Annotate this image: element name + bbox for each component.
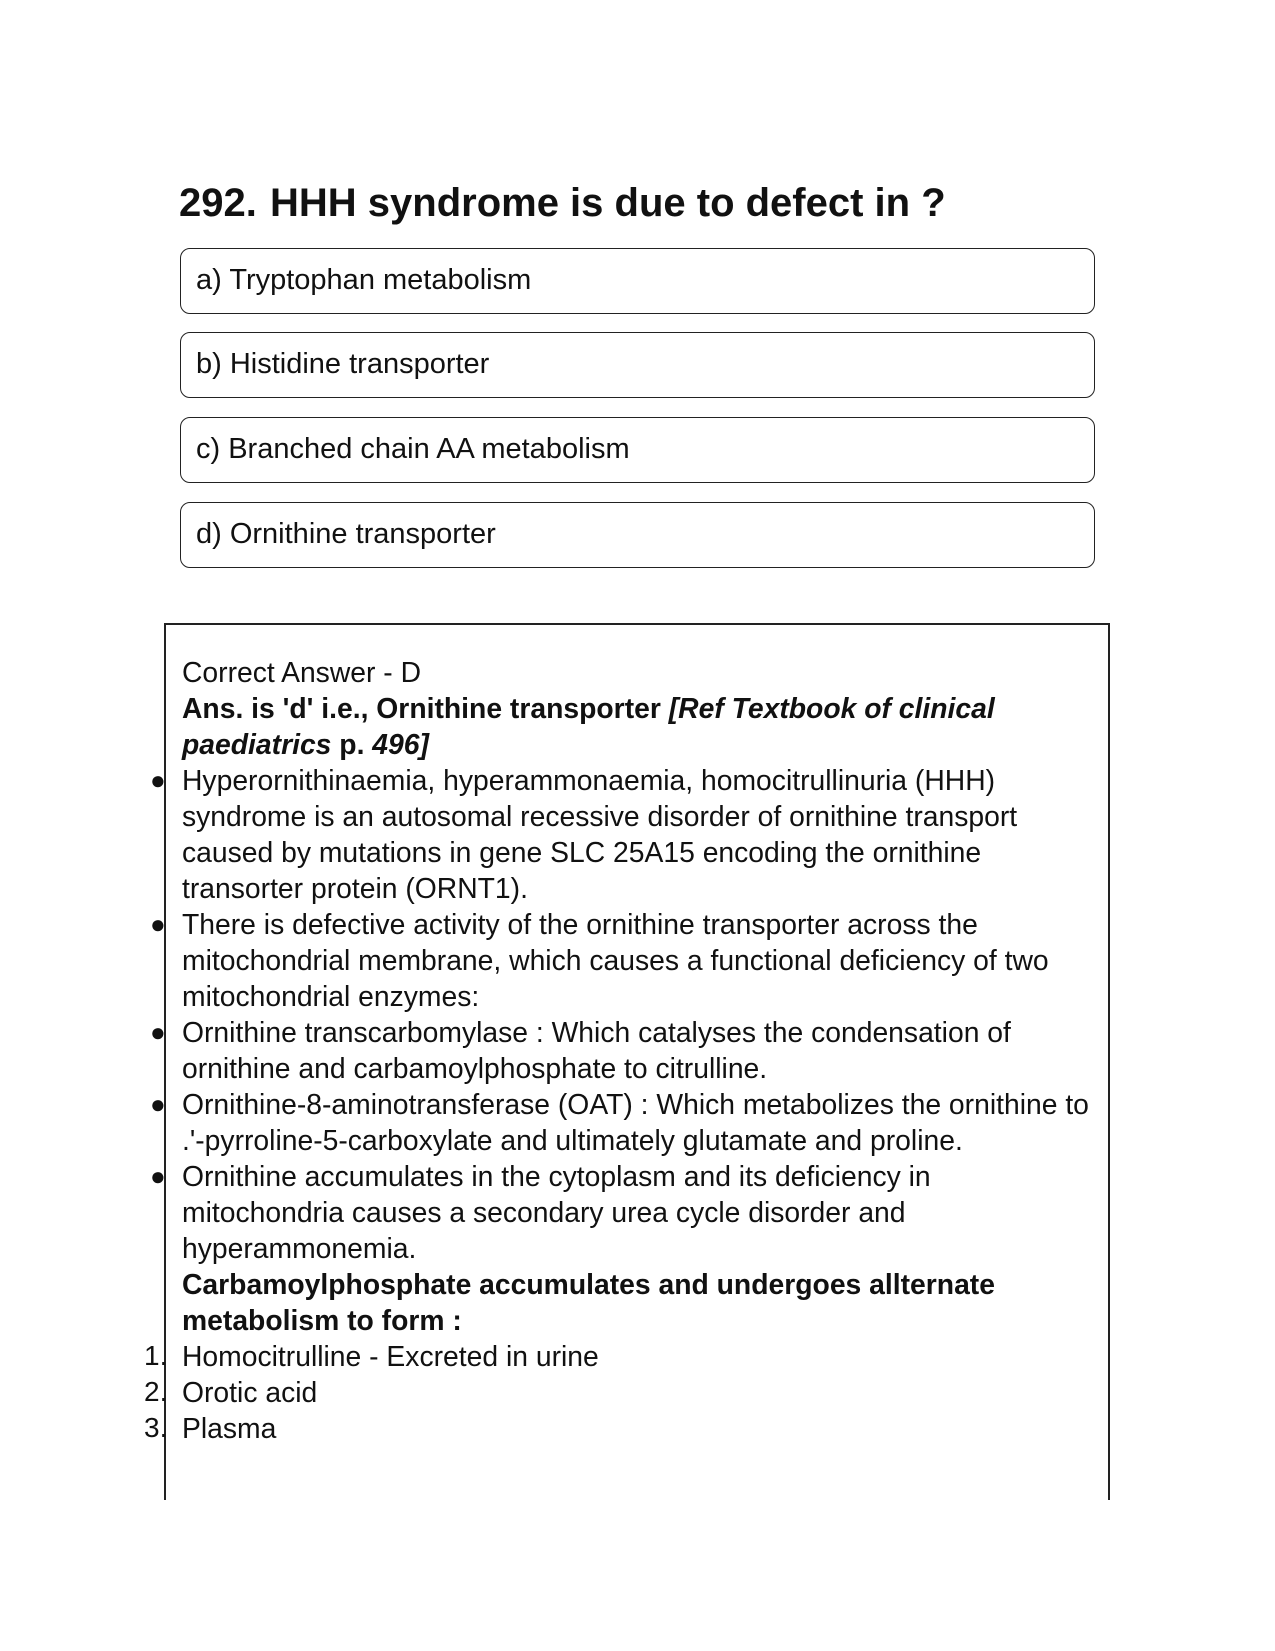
bullet-text: Ornithine accumulates in the cytoplasm and its deficiency in mitochondria causes a secondary urea cycle disorder and hyperammonemia.: [182, 1160, 931, 1264]
bullet-text: There is defective activity of the ornithine transporter across the mitochondrial membrane, which causes a functional deficiency of two mitochondrial enzymes:: [182, 908, 1049, 1012]
bullet-icon: ●: [150, 1017, 166, 1047]
option-c[interactable]: c) Branched chain AA metabolism: [180, 417, 1095, 483]
question-text: HHH syndrome is due to defect in ?: [270, 181, 946, 225]
bullet-item: [150, 1086, 1097, 1158]
numbered-item: [144, 1338, 1097, 1374]
bullet-item: [150, 906, 1097, 1014]
reference-title: [Ref Textbook of clinical paediatrics: [182, 692, 995, 760]
question-title: [179, 178, 946, 228]
numbered-text: Orotic acid: [182, 1376, 318, 1408]
bullet-icon: ●: [150, 1161, 166, 1191]
bullet-item: [150, 762, 1097, 906]
numbered-text: Plasma: [182, 1412, 277, 1444]
answer-content: [144, 654, 1097, 1446]
metabolism-heading: Carbamoylphosphate accumulates and undergoes allternate metabolism to form :: [182, 1268, 995, 1336]
list-number: 1.: [144, 1340, 168, 1371]
bullet-item: [150, 1158, 1097, 1266]
bullet-text: Ornithine-8-aminotransferase (OAT) : Which metabolizes the ornithine to .'-pyrroline-5-carboxylate and ultimately glutamate and proline.: [182, 1088, 1089, 1156]
answer-prefix: Ans. is 'd' i.e., Ornithine transporter: [182, 692, 669, 724]
bullet-text: Ornithine transcarbomylase : Which catalyses the condensation of ornithine and carbamoylphosphate to citrulline.: [182, 1016, 1011, 1084]
reference-page-number: 496]: [372, 728, 429, 760]
option-d[interactable]: d) Ornithine transporter: [180, 502, 1095, 568]
answer-summary: [182, 690, 1097, 762]
bullet-icon: ●: [150, 1089, 166, 1119]
bullet-item: [150, 1014, 1097, 1086]
bullet-icon: ●: [150, 909, 166, 939]
numbered-text: Homocitrulline - Excreted in urine: [182, 1340, 599, 1372]
question-number: 292.: [179, 181, 257, 225]
correct-answer-line: Correct Answer - D: [182, 656, 422, 688]
option-b[interactable]: b) Histidine transporter: [180, 332, 1095, 398]
reference-page-label: p.: [331, 728, 373, 760]
option-a[interactable]: a) Tryptophan metabolism: [180, 248, 1095, 314]
bullet-text: Hyperornithinaemia, hyperammonaemia, homocitrullinuria (HHH) syndrome is an autosomal recessive disorder of ornithine transport caused by mutations in gene SLC 25A15 encoding the ornithine transorter protein (ORNT1).: [182, 764, 1018, 904]
list-number: 3.: [144, 1412, 168, 1443]
numbered-item: [144, 1374, 1097, 1410]
bullet-icon: ●: [150, 765, 166, 795]
list-number: 2.: [144, 1376, 168, 1407]
numbered-item: [144, 1410, 1097, 1446]
